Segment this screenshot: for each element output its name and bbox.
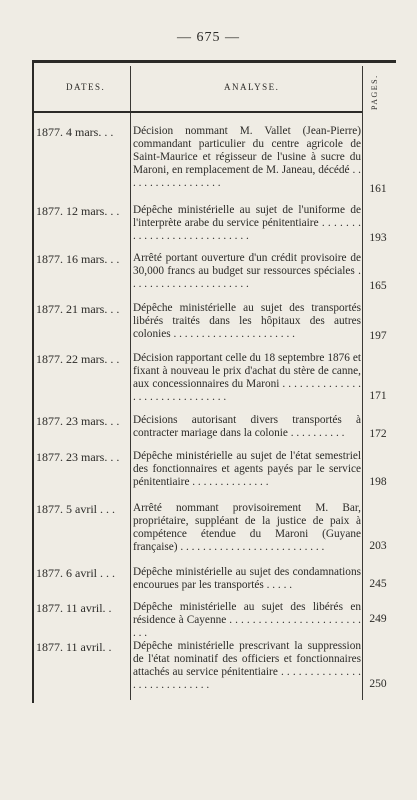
header-dates: DATES. <box>66 82 106 92</box>
entry-date: 1877. 21 mars. . . <box>36 302 120 316</box>
entry-page: 245 <box>369 578 387 590</box>
entry-date: 1877. 12 mars. . . <box>36 204 120 218</box>
entry-date: 1877. 16 mars. . . <box>36 252 120 266</box>
entry-analysis: Arrêté portant ouverture d'un crédit provisoire de 30,000 francs au budget sur ressources spéciales . . . . . . . . . . . . . . . . . . . . . . <box>133 252 361 290</box>
entry-date: 1877. 5 avril . . . <box>36 502 115 516</box>
entry-analysis: Dépêche ministérielle prescrivant la suppression de l'état nominatif des officiers et fonctionnaires attachés au service pénitentiaire . . . . . . . . . . . . . . . . . . . . . . . . . . . . <box>133 640 361 691</box>
entry-page: 250 <box>369 678 387 690</box>
entry-analysis: Dépêche ministérielle au sujet des libérés en résidence à Cayenne . . . . . . . . . . . . . . . . . . . . . . . . . . <box>133 601 361 639</box>
column-divider-pages <box>362 66 363 700</box>
page-number: — 675 — <box>177 30 240 45</box>
entry-date: 1877. 6 avril . . . <box>36 566 115 580</box>
entry-page: 172 <box>369 428 387 440</box>
entry-page: 203 <box>369 540 387 552</box>
entry-page: 197 <box>369 330 387 342</box>
header-rule <box>32 111 362 113</box>
entry-page: 249 <box>369 613 387 625</box>
entry-date: 1877. 23 mars. . . <box>36 414 120 428</box>
entry-date: 1877. 11 avril. . <box>36 640 112 654</box>
entry-analysis: Décision rapportant celle du 18 septembre 1876 et fixant à nouveau le prix d'achat du stère de canne, aux concessionnaires du Maroni . . . . . . . . . . . . . . . . . . . . . . . . . . . . . . . <box>133 352 361 403</box>
entry-analysis: Dépêche ministérielle au sujet de l'uniforme de l'interprète arabe du service pénitentiaire . . . . . . . . . . . . . . . . . . . . . . . . . . . . <box>133 204 361 242</box>
entry-analysis: Décisions autorisant divers transportés à contracter mariage dans la colonie . . . . . . . . . . <box>133 414 361 439</box>
header-pages: PAGES. <box>370 74 379 110</box>
entry-analysis: Décision nommant M. Vallet (Jean-Pierre) commandant particulier du centre agricole de Saint-Maurice et régisseur de l'usine à sucre du Maroni, en remplacement de M. Janeau, décédé . . . . . . . . . . . . . . . . . . <box>133 125 361 189</box>
entry-analysis: Dépêche ministérielle au sujet de l'état semestriel des fonctionnaires et agents payés par le service pénitentiaire . . . . . . . . . . . . . . <box>133 450 361 488</box>
entry-page: 165 <box>369 280 387 292</box>
entry-date: 1877. 11 avril. . <box>36 601 112 615</box>
header-analyse: ANALYSE. <box>224 82 280 92</box>
entry-analysis: Dépêche ministérielle au sujet des condamnations encourues par les transportés . . . . . <box>133 566 361 591</box>
entry-analysis: Arrêté nommant provisoirement M. Bar, propriétaire, suppléant de la justice de paix à compétence étendue du Maroni (Guyane française) . . . . . . . . . . . . . . . . . . . . . . . . . . <box>133 502 361 553</box>
entry-date: 1877. 4 mars. . . <box>36 125 114 139</box>
entry-page: 193 <box>369 232 387 244</box>
entry-analysis: Dépêche ministérielle au sujet des transportés libérés traités dans les hôpitaux des autres colonies . . . . . . . . . . . . . . . . . . . . . . <box>133 302 361 340</box>
entry-date: 1877. 23 mars. . . <box>36 450 120 464</box>
entry-page: 198 <box>369 476 387 488</box>
entry-page: 171 <box>369 390 387 402</box>
entry-page: 161 <box>369 183 387 195</box>
entry-date: 1877. 22 mars. . . <box>36 352 120 366</box>
